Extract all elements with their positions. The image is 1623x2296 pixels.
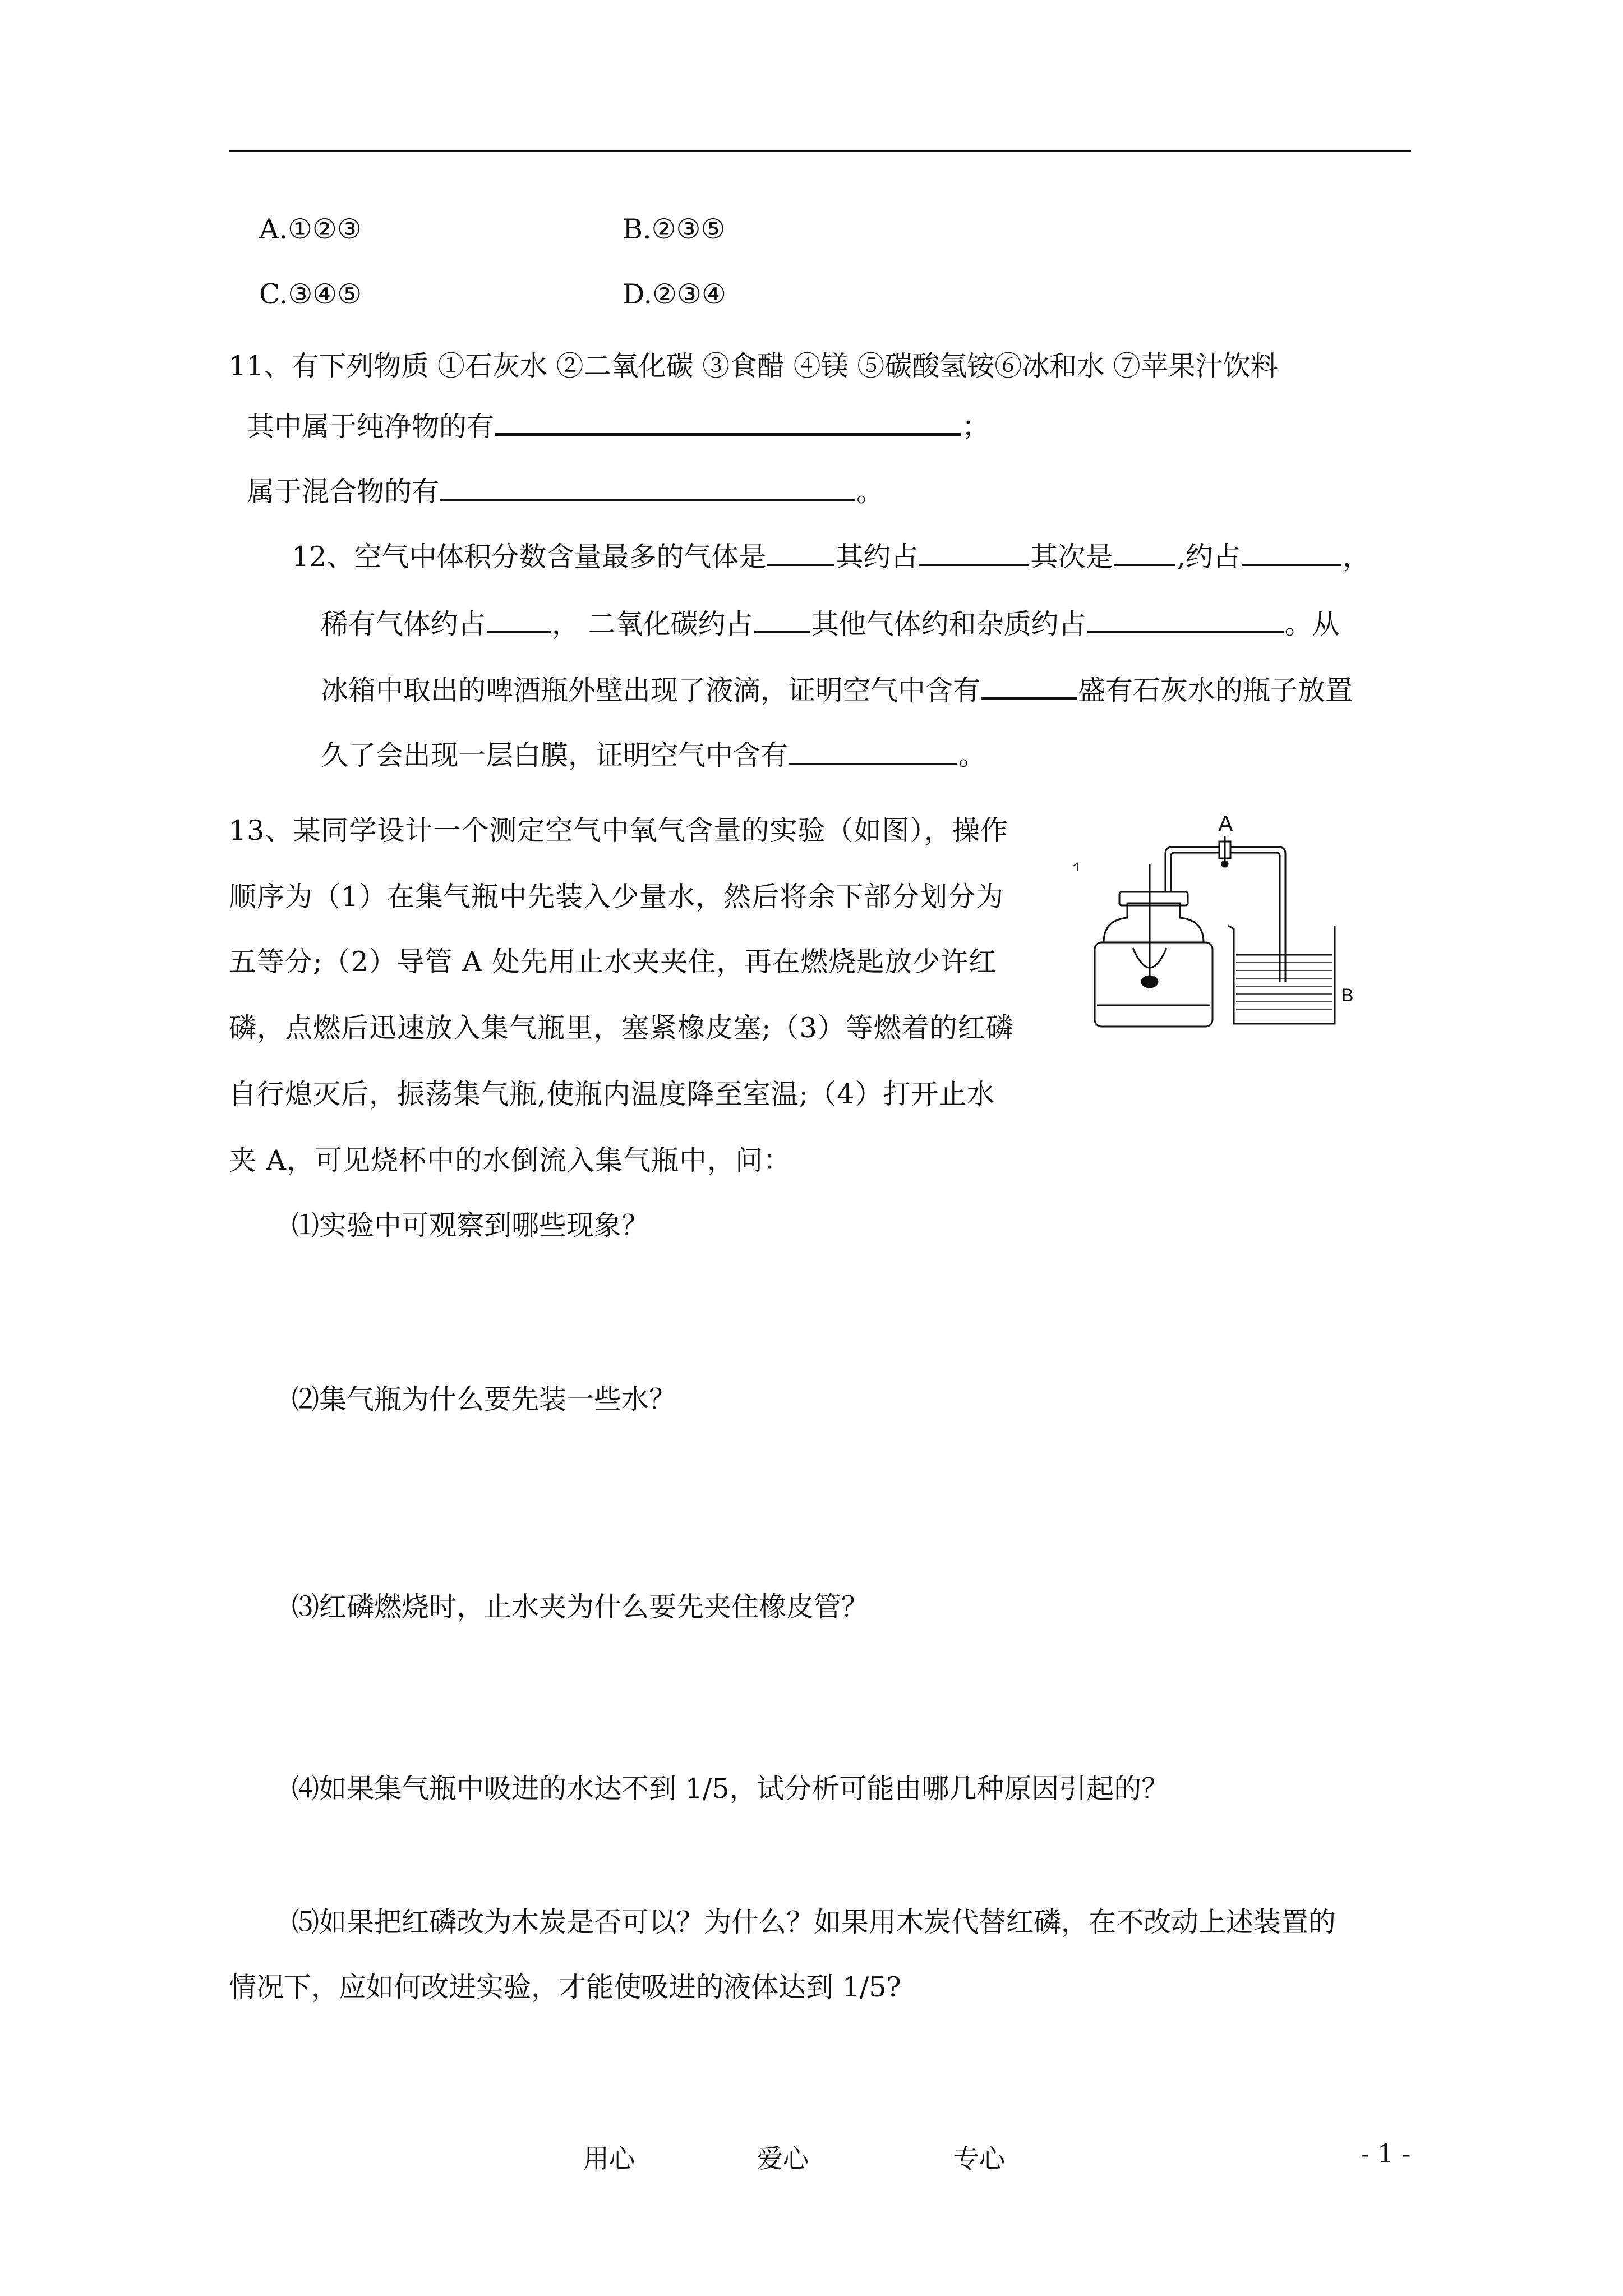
q12-text-1: 12、空气中体积分数含量最多的气体是 [292, 541, 767, 573]
option-a: A.①②③ [259, 213, 362, 245]
figure-label-b: B [1341, 985, 1354, 1005]
q11-pure-prefix: 其中属于纯净物的有 [247, 411, 495, 443]
q12-text-4: ,约占 [1177, 541, 1241, 573]
q12-blank-4[interactable] [1242, 539, 1341, 566]
q11-pure-suffix: ； [962, 411, 990, 443]
option-d: D.②③④ [623, 278, 726, 310]
q13-line-5: 自行熄灭后，振荡集气瓶,使瓶内温度降至室温;（4）打开止水 [229, 1078, 995, 1110]
q11-mixed-line [247, 470, 884, 509]
q13-sub4: ⑷如果集气瓶中吸进的水达不到 1/5，试分析可能由哪几种原因引起的？ [292, 1773, 1169, 1805]
footer-right: 专心 [953, 2143, 1005, 2174]
q13-line-6: 夹 A，可见烧杯中的水倒流入集气瓶中，问： [229, 1144, 791, 1176]
footer-middle: 爱心 [757, 2143, 809, 2174]
q13-sub3: ⑶红磷燃烧时，止水夹为什么要先夹住橡皮管？ [292, 1591, 869, 1623]
q12-blank-7[interactable] [1087, 605, 1284, 633]
q12-line4 [321, 734, 986, 773]
q13-line-1: 13、某同学设计一个测定空气中氧气含量的实验（如图），操作 [229, 815, 1008, 846]
q13-sub5-line2: 情况下，应如何改进实验，才能使吸进的液体达到 1/5? [229, 1971, 901, 2003]
q12-text-3: 其次是 [1030, 541, 1113, 573]
q12-text-13: 。 [958, 739, 986, 771]
q13-sub2: ⑵集气瓶为什么要先装一些水？ [292, 1383, 677, 1415]
q12-text-12: 久了会出现一层白膜，证明空气中含有 [321, 739, 789, 771]
q12-blank-5[interactable] [487, 605, 551, 633]
q12-blank-2[interactable] [919, 539, 1029, 566]
q11-stem: 11、有下列物质 ①石灰水 ②二氧化碳 ③食醋 ④镁 ⑤碳酸氢铵⑥冰和水 ⑦苹果汁饮料 [229, 350, 1278, 382]
q13-line-3: 五等分;（2）导管 A 处先用止水夹夹住，再在燃烧匙放少许红 [229, 946, 997, 978]
option-b: B.②③⑤ [623, 213, 726, 245]
q12-text-11: 盛有石灰水的瓶子放置 [1078, 674, 1353, 706]
q12-line1 [292, 535, 1370, 574]
glass-tube [1165, 836, 1285, 982]
q11-pure-line [247, 405, 989, 444]
q12-blank-6[interactable] [754, 605, 810, 633]
q13-line-2: 顺序为（1）在集气瓶中先装入少量水，然后将余下部分划分为 [229, 881, 1004, 913]
q12-text-7: ， 二氧化碳约占 [552, 608, 753, 640]
q13-sub1: ⑴实验中可观察到哪些现象？ [292, 1209, 649, 1241]
option-c: C.③④⑤ [259, 278, 362, 310]
q13-line-4: 磷，点燃后迅速放入集气瓶里，塞紧橡皮塞;（3）等燃着的红磷 [229, 1012, 1014, 1044]
q12-blank-9[interactable] [789, 737, 957, 765]
q12-blank-3[interactable] [1114, 539, 1175, 566]
q11-mixed-prefix: 属于混合物的有 [247, 476, 440, 508]
q12-text-6: 稀有气体约占 [321, 608, 486, 640]
page-number: - 1 - [1361, 2138, 1411, 2169]
q13-sub5-line1: ⑸如果把红磷改为木炭是否可以？为什么？如果用木炭代替红磷，在不改动上述装置的 [292, 1906, 1336, 1938]
q11-mixed-blank[interactable] [440, 473, 855, 501]
gas-bottle [1095, 864, 1212, 1027]
header-rule [229, 150, 1411, 152]
figure-label-a: A [1218, 812, 1233, 836]
q12-blank-8[interactable] [981, 671, 1077, 700]
q12-text-9: 。从 [1284, 608, 1340, 640]
q12-line2 [321, 602, 1340, 642]
q12-line3 [321, 669, 1353, 708]
apparatus-figure [1066, 808, 1368, 1055]
q12-text-2: 其约占 [836, 541, 919, 573]
q11-mixed-suffix: 。 [856, 476, 884, 508]
q12-text-8: 其他气体约和杂质约占 [811, 608, 1086, 640]
q12-text-10: 冰箱中取出的啤酒瓶外壁出现了液滴，证明空气中含有 [321, 674, 981, 706]
q11-pure-blank[interactable] [495, 407, 961, 436]
q12-text-5: ， [1342, 541, 1370, 573]
footer-left: 用心 [583, 2143, 635, 2174]
q12-blank-1[interactable] [767, 539, 834, 566]
beaker [1228, 926, 1335, 1024]
